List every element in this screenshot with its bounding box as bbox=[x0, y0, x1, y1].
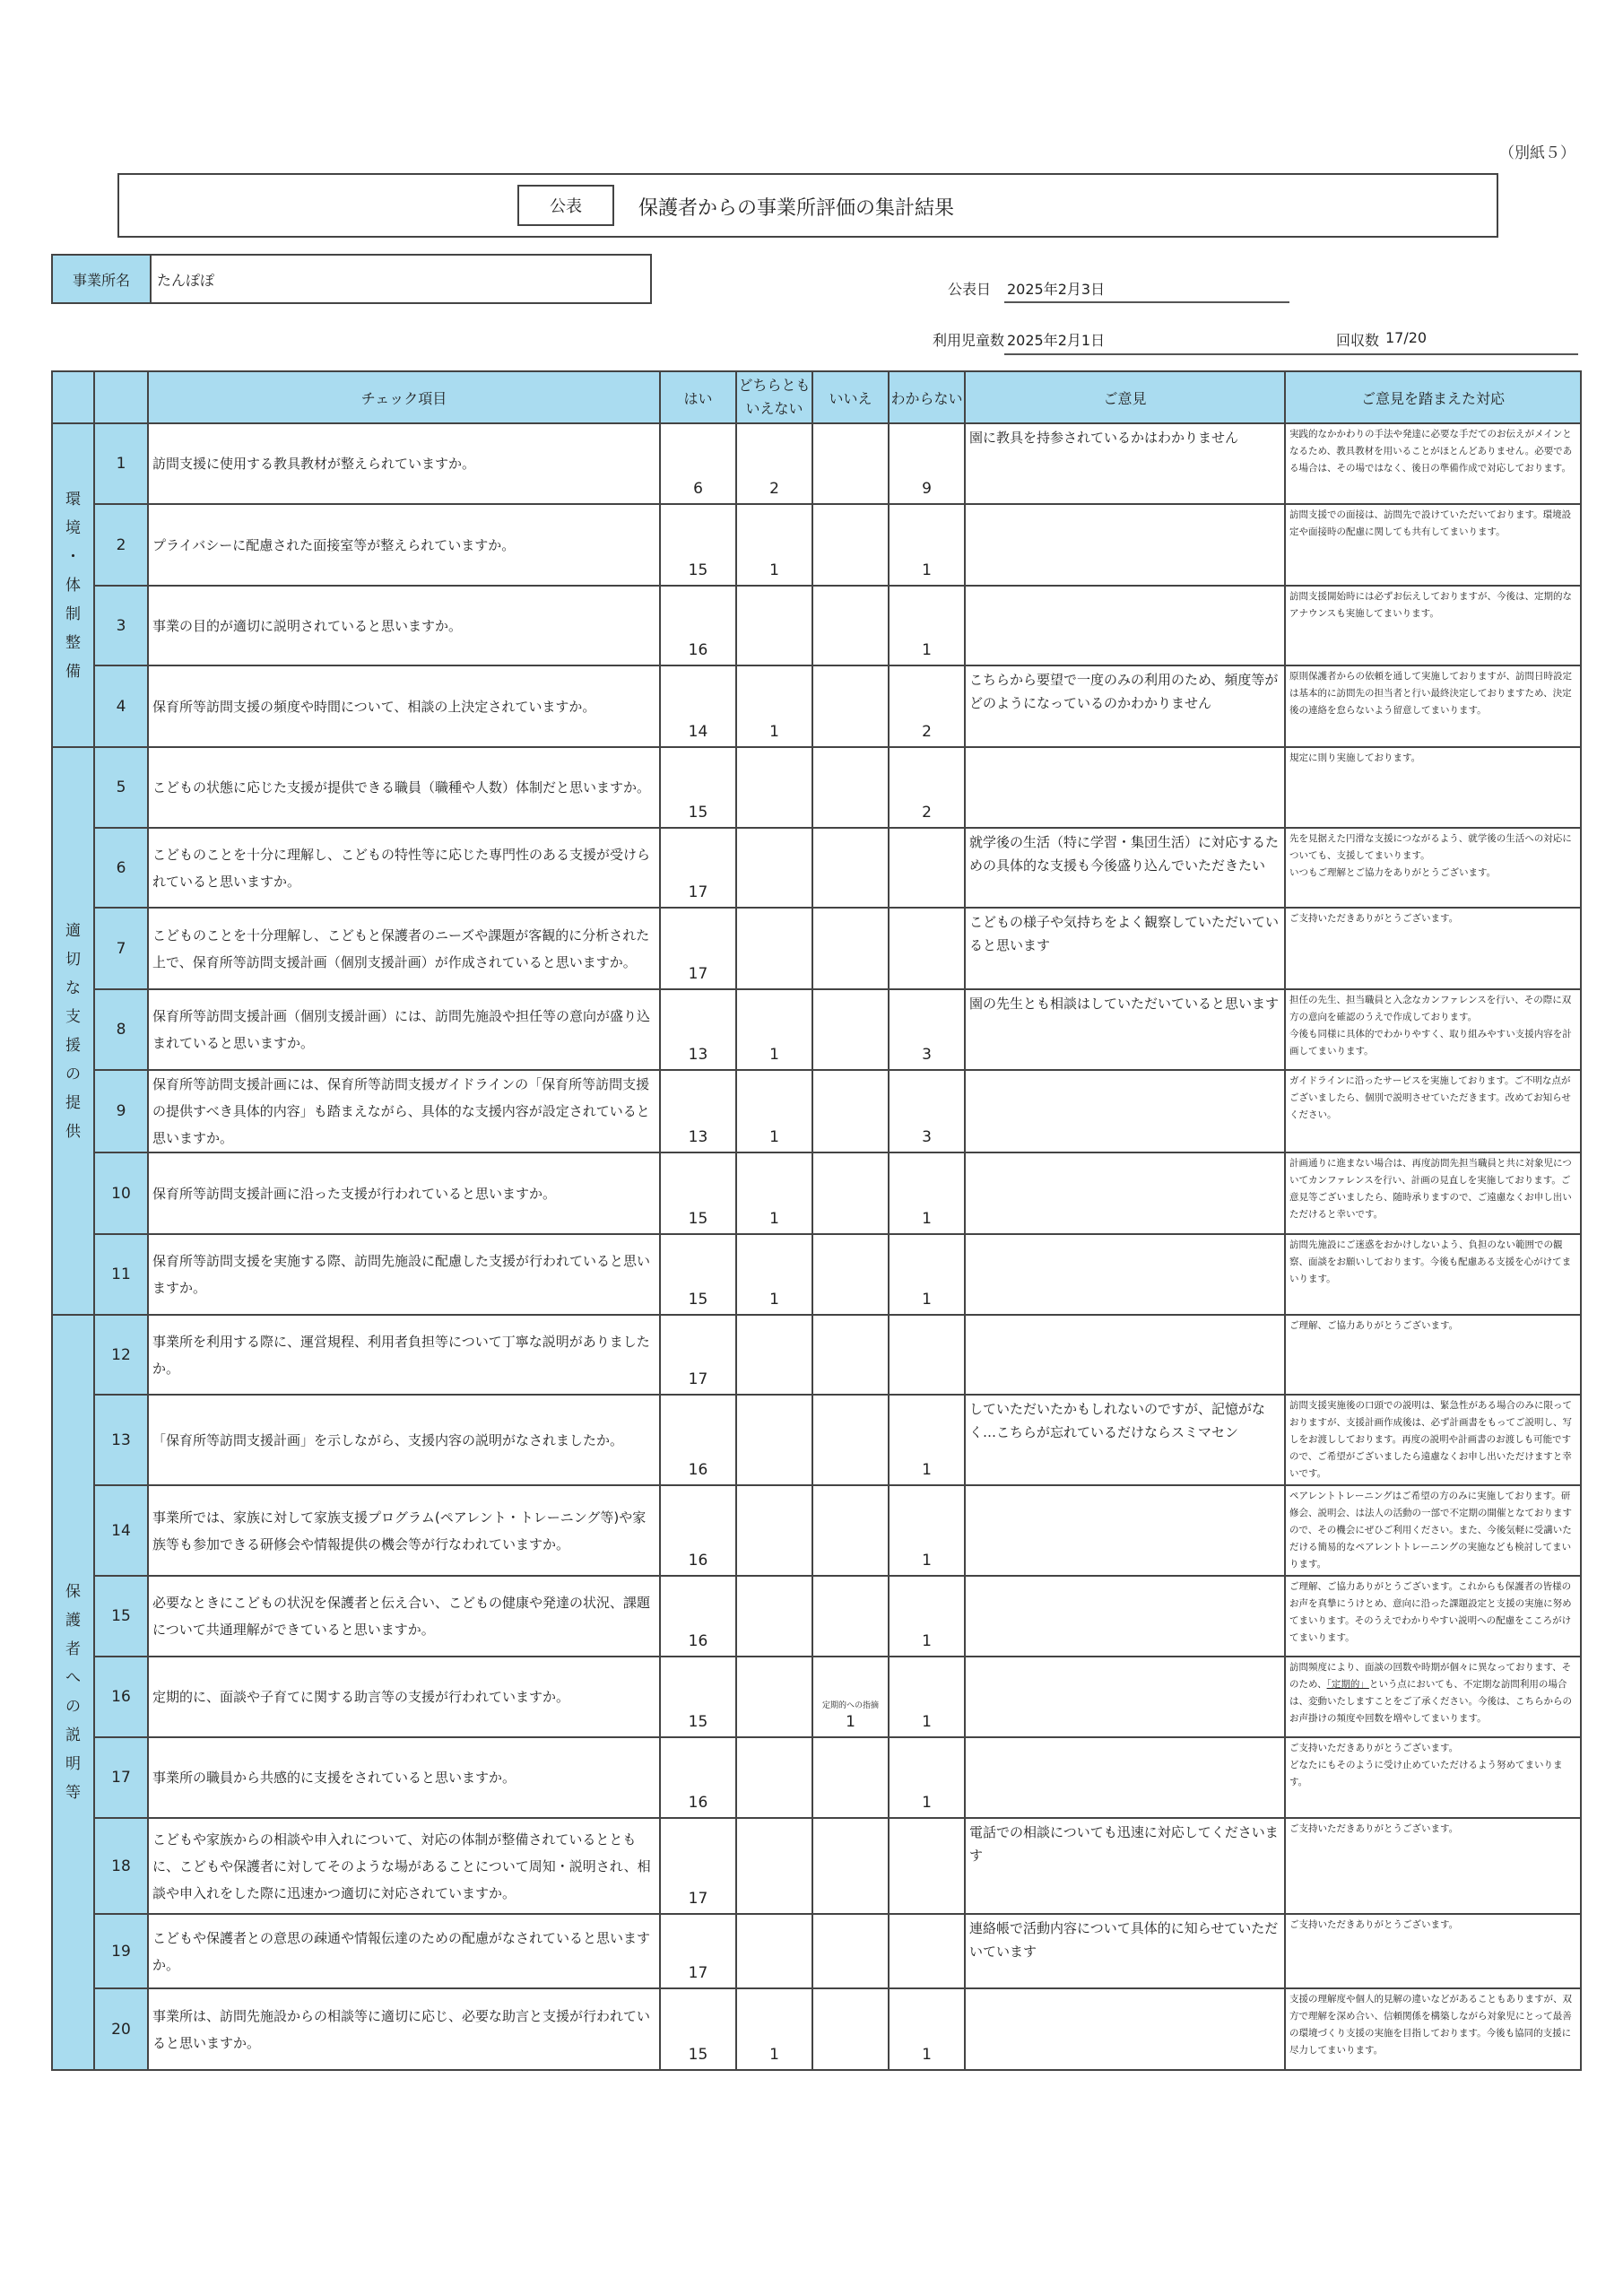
section-label bbox=[52, 423, 94, 747]
count-neither bbox=[736, 1395, 812, 1485]
response-text: ペアレントトレーニングはご希望の方のみに実施しております。研修会、説明会、は法人の活動の一部で不定期の開催となておりますので、その機会にぜひご利用ください。また、今後気軽に受講いただける簡易的なペアレントトレーニングの実施なども検討してまいります。 bbox=[1285, 1485, 1581, 1576]
count-unknown: 3 bbox=[889, 989, 965, 1070]
table-row bbox=[52, 1070, 1581, 1152]
response-text-post: という点においても、不定期な訪問利用の場合は、変動いたしますことをご了承ください。今後は、こちらからのお声掛けの頻度や回数を増やしてまいります。 bbox=[1289, 1679, 1572, 1724]
publish-date-value: 2025年2月3日 bbox=[1007, 281, 1106, 298]
count-no bbox=[812, 1818, 889, 1914]
section-label-char: ・ bbox=[65, 547, 81, 566]
count-neither: 1 bbox=[736, 1152, 812, 1234]
count-neither bbox=[736, 1485, 812, 1576]
row-number: 17 bbox=[94, 1737, 148, 1818]
table-row bbox=[52, 1818, 1581, 1914]
section-label-char: 説 bbox=[65, 1726, 81, 1744]
count-no bbox=[812, 1737, 889, 1818]
count-neither: 1 bbox=[736, 1070, 812, 1152]
check-item-question: こどもの状態に応じた支援が提供できる職員（職種や人数）体制だと思いますか。 bbox=[148, 747, 660, 828]
count-unknown: 1 bbox=[889, 1485, 965, 1576]
section-label-char: 整 bbox=[65, 633, 81, 652]
row-number: 7 bbox=[94, 908, 148, 989]
users-count-label: 利用児童数 bbox=[933, 332, 1005, 349]
check-item-question: 事業所の職員から共感的に支援をされていると思いますか。 bbox=[148, 1737, 660, 1818]
count-no bbox=[812, 1657, 889, 1737]
check-item-question: こどもや保護者との意思の疎通や情報伝達のための配慮がなされていると思いますか。 bbox=[148, 1914, 660, 1988]
count-yes: 15 bbox=[660, 504, 736, 586]
row-number: 9 bbox=[94, 1070, 148, 1152]
response-text: 規定に則り実施しております。 bbox=[1285, 747, 1581, 828]
section-label-char: 支 bbox=[65, 1007, 81, 1026]
count-no bbox=[812, 1576, 889, 1657]
response-text: 訪問支援での面接は、訪問先で設けていただいております。環境設定や面接時の配慮に関しても共有してまいります。 bbox=[1285, 504, 1581, 586]
header-response: ご意見を踏まえた対応 bbox=[1285, 371, 1581, 423]
section-label-char: 環 bbox=[65, 490, 81, 509]
table-row bbox=[52, 1988, 1581, 2070]
opinion-text bbox=[965, 1657, 1285, 1737]
count-no bbox=[812, 1988, 889, 2070]
count-neither bbox=[736, 1315, 812, 1395]
count-no bbox=[812, 1914, 889, 1988]
check-item-question: 保育所等訪問支援の頻度や時間について、相談の上決定されていますか。 bbox=[148, 665, 660, 747]
opinion-text: 就学後の生活（特に学習・集団生活）に対応するための具体的な支援も今後盛り込んでいただきたい bbox=[965, 828, 1285, 908]
count-yes: 15 bbox=[660, 1234, 736, 1315]
section-label-char: 切 bbox=[65, 950, 81, 969]
check-item-question: 事業の目的が適切に説明されていると思いますか。 bbox=[148, 586, 660, 665]
row-number: 20 bbox=[94, 1988, 148, 2070]
count-unknown: 2 bbox=[889, 747, 965, 828]
row-number: 19 bbox=[94, 1914, 148, 1988]
office-name-value: たんぽぽ bbox=[157, 271, 215, 289]
header-section bbox=[52, 371, 94, 423]
section-label-char: 護 bbox=[65, 1612, 81, 1630]
opinion-text: 園の先生とも相談はしていただいていると思います bbox=[965, 989, 1285, 1070]
section-label-char: 等 bbox=[65, 1784, 81, 1802]
response-text: ご支持いただきありがとうございます。 bbox=[1285, 1818, 1581, 1914]
check-item-question: 保育所等訪問支援を実施する際、訪問先施設に配慮した支援が行われていると思いますか。 bbox=[148, 1234, 660, 1315]
response-text: 実践的なかかわりの手法や発達に必要な手だてのお伝えがメインとなるため、教具教材を用いることがほとんどありません。必要である場合は、その場ではなく、後日の準備作成で対応しております。 bbox=[1285, 423, 1581, 504]
check-item-question: 必要なときにこどもの状況を保護者と伝え合い、こどもの健康や発達の状況、課題について共通理解ができていると思いますか。 bbox=[148, 1576, 660, 1657]
row-number: 6 bbox=[94, 828, 148, 908]
opinion-text: こちらから要望で一度のみの利用のため、頻度等がどのようになっているのかわかりません bbox=[965, 665, 1285, 747]
header-neither: どちらとも いえない bbox=[736, 371, 812, 423]
response-text: 先を見据えた円滑な支援につながるよう、就学後の生活への対応についても、支援してまいります。 いつもご理解とご協力をありがとうございます。 bbox=[1285, 828, 1581, 908]
count-neither: 2 bbox=[736, 423, 812, 504]
opinion-text bbox=[965, 747, 1285, 828]
count-yes: 13 bbox=[660, 989, 736, 1070]
count-no bbox=[812, 504, 889, 586]
opinion-text bbox=[965, 1152, 1285, 1234]
count-no bbox=[812, 1070, 889, 1152]
check-item-question: 事業所を利用する際に、運営規程、利用者負担等について丁寧な説明がありましたか。 bbox=[148, 1315, 660, 1395]
publish-date-label: 公表日 bbox=[948, 281, 992, 298]
response-text-underlined: 「定期的」 bbox=[1326, 1679, 1369, 1690]
header-row bbox=[52, 371, 1581, 423]
check-item-question: こどものことを十分に理解し、こどもの特性等に応じた専門性のある支援が受けられていると思いますか。 bbox=[148, 828, 660, 908]
count-unknown: 1 bbox=[889, 1234, 965, 1315]
count-unknown: 1 bbox=[889, 1988, 965, 2070]
count-no bbox=[812, 747, 889, 828]
count-neither bbox=[736, 1657, 812, 1737]
count-no-note: 定期的への指摘 bbox=[821, 1701, 879, 1710]
header-number bbox=[94, 371, 148, 423]
attachment-label: （別紙５） bbox=[1499, 144, 1575, 162]
count-yes: 15 bbox=[660, 1657, 736, 1737]
count-no bbox=[812, 1485, 889, 1576]
response-text: 訪問支援開始時には必ずお伝えしておりますが、今後は、定期的なアナウンスも実施してまいります。 bbox=[1285, 586, 1581, 665]
count-yes: 16 bbox=[660, 1737, 736, 1818]
count-unknown: 2 bbox=[889, 665, 965, 747]
count-no-value: 1 bbox=[846, 1713, 855, 1731]
evaluation-table bbox=[51, 370, 1582, 2071]
response-text: 訪問先施設にご迷惑をおかけしないよう、負担のない範囲での観察、面談をお願いしております。今後も配慮ある支援を心がけてまいります。 bbox=[1285, 1234, 1581, 1315]
table-row bbox=[52, 665, 1581, 747]
table-row bbox=[52, 504, 1581, 586]
opinion-text bbox=[965, 1315, 1285, 1395]
opinion-text bbox=[965, 504, 1285, 586]
table-row bbox=[52, 1152, 1581, 1234]
response-text: 担任の先生、担当職員と入念なカンファレンスを行い、その際に双方の意向を確認のうえで作成しております。 今後も同様に具体的でわかりやすく、取り組みやすい支援内容を計画してまいります。 bbox=[1285, 989, 1581, 1070]
table-row bbox=[52, 423, 1581, 504]
row-number: 15 bbox=[94, 1576, 148, 1657]
opinion-text: していただいたかもしれないのですが、記憶がなく…こちらが忘れているだけならスミマセン bbox=[965, 1395, 1285, 1485]
opinion-text bbox=[965, 1485, 1285, 1576]
publish-date-underline bbox=[1004, 301, 1289, 303]
count-unknown bbox=[889, 908, 965, 989]
count-neither bbox=[736, 828, 812, 908]
section-label bbox=[52, 747, 94, 1315]
count-neither: 1 bbox=[736, 1234, 812, 1315]
table-row bbox=[52, 1395, 1581, 1485]
header-check-item: チェック項目 bbox=[148, 371, 660, 423]
row-number: 18 bbox=[94, 1818, 148, 1914]
count-unknown: 3 bbox=[889, 1070, 965, 1152]
count-yes: 6 bbox=[660, 423, 736, 504]
response-text: ガイドラインに沿ったサービスを実施しております。ご不明な点がございましたら、個別で説明させていただきます。改めてお知らせください。 bbox=[1285, 1070, 1581, 1152]
table-row bbox=[52, 1914, 1581, 1988]
users-count-value: 2025年2月1日 bbox=[1007, 332, 1106, 349]
row-number: 11 bbox=[94, 1234, 148, 1315]
count-yes: 17 bbox=[660, 1315, 736, 1395]
count-unknown: 1 bbox=[889, 1657, 965, 1737]
count-unknown bbox=[889, 828, 965, 908]
count-neither bbox=[736, 1914, 812, 1988]
opinion-text bbox=[965, 1070, 1285, 1152]
collected-label: 回収数 bbox=[1336, 332, 1380, 349]
table-row bbox=[52, 747, 1581, 828]
collected-value: 17/20 bbox=[1385, 329, 1428, 346]
count-neither bbox=[736, 1576, 812, 1657]
count-yes: 17 bbox=[660, 1818, 736, 1914]
response-text: ご支持いただきありがとうございます。 どなたにもそのように受け止めていただけるよう努めてまいります。 bbox=[1285, 1737, 1581, 1818]
response-text: ご理解、ご協力ありがとうございます。これからも保護者の皆様のお声を真摯にうけとめ、意向に沿った課題設定と支援の実施に努めてまいります。そのうえでわかりやすい説明への配慮をこころがけてまいります。 bbox=[1285, 1576, 1581, 1657]
count-unknown bbox=[889, 1914, 965, 1988]
count-neither: 1 bbox=[736, 504, 812, 586]
section-label-char: 保 bbox=[65, 1583, 81, 1601]
count-no bbox=[812, 1395, 889, 1485]
table-row bbox=[52, 989, 1581, 1070]
check-item-question: 事業所は、訪問先施設からの相談等に適切に応じ、必要な助言と支援が行われていると思いますか。 bbox=[148, 1988, 660, 2070]
count-unknown bbox=[889, 1315, 965, 1395]
response-text: 支援の理解度や個人的見解の違いなどがあることもありますが、双方で理解を深め合い、信頼関係を構築しながら対象児にとって最善の環境づくり支援の実施を目指しております。今後も協同的支援に尽力してまいります。 bbox=[1285, 1988, 1581, 2070]
count-yes: 16 bbox=[660, 1576, 736, 1657]
check-item-question: こどものことを十分理解し、こどもと保護者のニーズや課題が客観的に分析された上で、保育所等訪問支援計画（個別支援計画）が作成されていると思いますか。 bbox=[148, 908, 660, 989]
count-no bbox=[812, 1315, 889, 1395]
section-label-char: 援 bbox=[65, 1036, 81, 1055]
table-row bbox=[52, 586, 1581, 665]
row-number: 4 bbox=[94, 665, 148, 747]
header-unknown: わからない bbox=[889, 371, 965, 423]
table-row bbox=[52, 1485, 1581, 1576]
table-row bbox=[52, 908, 1581, 989]
section-label-char: へ bbox=[65, 1669, 81, 1687]
count-yes: 17 bbox=[660, 908, 736, 989]
count-yes: 13 bbox=[660, 1070, 736, 1152]
count-neither bbox=[736, 747, 812, 828]
count-no bbox=[812, 828, 889, 908]
opinion-text: 電話での相談についても迅速に対応してくださいます bbox=[965, 1818, 1285, 1914]
office-name-box bbox=[51, 254, 652, 304]
opinion-text: こどもの様子や気持ちをよく観察していただいていると思います bbox=[965, 908, 1285, 989]
check-item-question: 定期的に、面談や子育てに関する助言等の支援が行われていますか。 bbox=[148, 1657, 660, 1737]
response-text: 原則保護者からの依頼を通して実施しておりますが、訪問日時設定は基本的に訪問先の担当者と行い最終決定しておりますため、決定後の連絡を怠らないよう留意してまいります。 bbox=[1285, 665, 1581, 747]
section-label-char: 適 bbox=[65, 921, 81, 940]
section-label-char: 提 bbox=[65, 1093, 81, 1112]
response-text: ご支持いただきありがとうございます。 bbox=[1285, 908, 1581, 989]
section-label-char: 者 bbox=[65, 1640, 81, 1658]
count-unknown bbox=[889, 1818, 965, 1914]
section-label-char: の bbox=[65, 1065, 81, 1083]
row-number: 2 bbox=[94, 504, 148, 586]
count-unknown: 1 bbox=[889, 1395, 965, 1485]
count-no bbox=[812, 989, 889, 1070]
count-unknown: 1 bbox=[889, 586, 965, 665]
check-item-question: 事業所では、家族に対して家族支援プログラム(ペアレント・トレーニング等)や家族等も参加できる研修会や情報提供の機会等が行なわれていますか。 bbox=[148, 1485, 660, 1576]
opinion-text bbox=[965, 1234, 1285, 1315]
count-yes: 15 bbox=[660, 1988, 736, 2070]
check-item-question: 保育所等訪問支援計画（個別支援計画）には、訪問先施設や担任等の意向が盛り込まれていると思いますか。 bbox=[148, 989, 660, 1070]
publish-badge: 公表 bbox=[517, 185, 614, 226]
count-neither bbox=[736, 908, 812, 989]
section-label-char: 境 bbox=[65, 518, 81, 537]
check-item-question: こどもや家族からの相談や申入れについて、対応の体制が整備されているとともに、こどもや保護者に対してそのような場があることについて周知・説明され、相談や申入れをした際に迅速かつ適切に対応されていますか。 bbox=[148, 1818, 660, 1914]
count-neither bbox=[736, 1818, 812, 1914]
header-no: いいえ bbox=[812, 371, 889, 423]
table-row bbox=[52, 1234, 1581, 1315]
count-yes: 15 bbox=[660, 1152, 736, 1234]
count-no bbox=[812, 1234, 889, 1315]
check-item-question: 保育所等訪問支援計画に沿った支援が行われていると思いますか。 bbox=[148, 1152, 660, 1234]
response-text: ご支持いただきありがとうございます。 bbox=[1285, 1914, 1581, 1988]
row-number: 16 bbox=[94, 1657, 148, 1737]
header-yes: はい bbox=[660, 371, 736, 423]
row-number: 5 bbox=[94, 747, 148, 828]
count-yes: 16 bbox=[660, 1485, 736, 1576]
count-neither: 1 bbox=[736, 665, 812, 747]
opinion-text bbox=[965, 586, 1285, 665]
count-yes: 17 bbox=[660, 828, 736, 908]
section-label-char: な bbox=[65, 978, 81, 997]
response-text: 計画通りに進まない場合は、再度訪問先担当職員と共に対象児についてカンファレンスを行い、計画の見直しを実施しております。ご意見等ございましたら、随時承りますので、ご遠慮なくお申し出いただけると幸いです。 bbox=[1285, 1152, 1581, 1234]
opinion-text bbox=[965, 1988, 1285, 2070]
check-item-question: 訪問支援に使用する教具教材が整えられていますか。 bbox=[148, 423, 660, 504]
section-label-char: 体 bbox=[65, 576, 81, 595]
row-number: 8 bbox=[94, 989, 148, 1070]
count-unknown: 1 bbox=[889, 1576, 965, 1657]
count-neither: 1 bbox=[736, 989, 812, 1070]
count-unknown: 1 bbox=[889, 504, 965, 586]
opinion-text: 園に教具を持参されているかはわかりません bbox=[965, 423, 1285, 504]
count-yes: 17 bbox=[660, 1914, 736, 1988]
response-text: ご理解、ご協力ありがとうございます。 bbox=[1285, 1315, 1581, 1395]
header-opinion: ご意見 bbox=[965, 371, 1285, 423]
section-label-char: 備 bbox=[65, 662, 81, 681]
table-row bbox=[52, 1737, 1581, 1818]
row-number: 3 bbox=[94, 586, 148, 665]
count-yes: 15 bbox=[660, 747, 736, 828]
check-item-question: 「保育所等訪問支援計画」を示しながら、支援内容の説明がなされましたか。 bbox=[148, 1395, 660, 1485]
section-label bbox=[52, 1315, 94, 2070]
count-no bbox=[812, 423, 889, 504]
count-no bbox=[812, 908, 889, 989]
count-neither: 1 bbox=[736, 1988, 812, 2070]
row-number: 10 bbox=[94, 1152, 148, 1234]
section-label-char: 供 bbox=[65, 1122, 81, 1141]
count-no bbox=[812, 665, 889, 747]
count-unknown: 1 bbox=[889, 1152, 965, 1234]
opinion-text: 連絡帳で活動内容について具体的に知らせていただいています bbox=[965, 1914, 1285, 1988]
row-number: 1 bbox=[94, 423, 148, 504]
count-unknown: 1 bbox=[889, 1737, 965, 1818]
response-text bbox=[1285, 1657, 1581, 1737]
count-unknown: 9 bbox=[889, 423, 965, 504]
count-neither bbox=[736, 1737, 812, 1818]
row-number: 14 bbox=[94, 1485, 148, 1576]
count-no bbox=[812, 586, 889, 665]
response-text-pre: 訪問頻度により、面談の回数や時期が個々に異なっております、そのため、 bbox=[1289, 1662, 1572, 1690]
opinion-text bbox=[965, 1737, 1285, 1818]
section-label-char: 制 bbox=[65, 604, 81, 623]
count-yes: 16 bbox=[660, 1395, 736, 1485]
section-label-char: 明 bbox=[65, 1755, 81, 1773]
count-yes: 16 bbox=[660, 586, 736, 665]
row-number: 13 bbox=[94, 1395, 148, 1485]
response-text: 訪問支援実施後の口頭での説明は、緊急性がある場合のみに限っておりますが、支援計画作成後は、必ず計画書をもってご説明し、写しをお渡ししております。再度の説明や計画書のお渡しも可能ですので、ご希望がございましたら遠慮なくお申し出いただけますと幸いです。 bbox=[1285, 1395, 1581, 1485]
table-row bbox=[52, 1657, 1581, 1737]
office-name-label: 事業所名 bbox=[53, 256, 152, 302]
section-label-char: の bbox=[65, 1698, 81, 1716]
check-item-question: 保育所等訪問支援計画には、保育所等訪問支援ガイドラインの「保育所等訪問支援の提供すべき具体的内容」も踏まえながら、具体的な支援内容が設定されていると思いますか。 bbox=[148, 1070, 660, 1152]
table-row bbox=[52, 1315, 1581, 1395]
count-yes: 14 bbox=[660, 665, 736, 747]
users-count-underline bbox=[1004, 353, 1578, 355]
table-row bbox=[52, 828, 1581, 908]
count-neither bbox=[736, 586, 812, 665]
row-number: 12 bbox=[94, 1315, 148, 1395]
table-row bbox=[52, 1576, 1581, 1657]
page-title: 保護者からの事業所評価の集計結果 bbox=[638, 197, 955, 220]
opinion-text bbox=[965, 1576, 1285, 1657]
count-no bbox=[812, 1152, 889, 1234]
check-item-question: プライバシーに配慮された面接室等が整えられていますか。 bbox=[148, 504, 660, 586]
